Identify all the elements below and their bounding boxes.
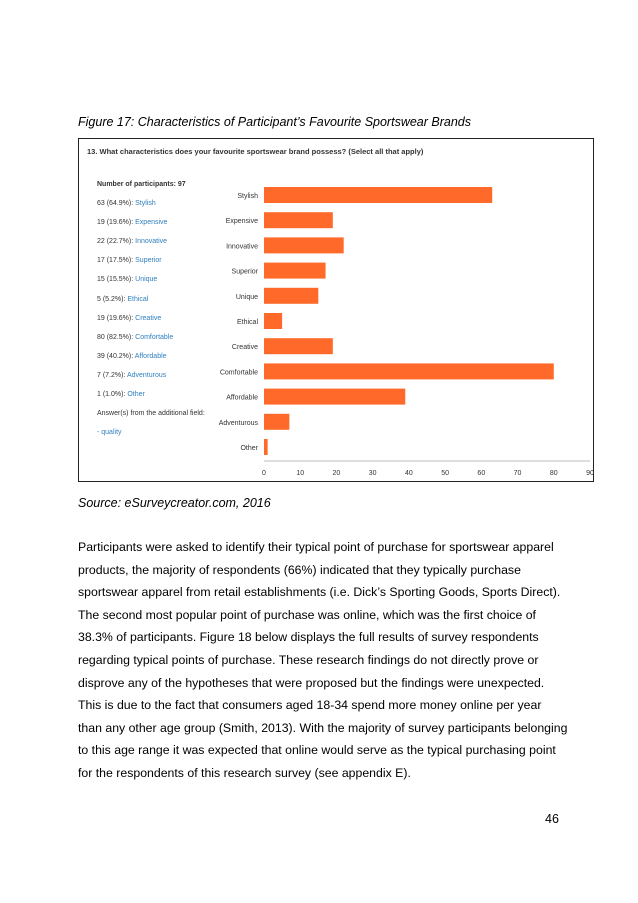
category-label: Expensive	[225, 218, 258, 226]
summary-item: 17 (17.5%): Superior	[97, 257, 162, 265]
category-label: Innovative	[226, 243, 258, 251]
bar	[264, 389, 405, 405]
figure-caption: Figure 17: Characteristics of Participant’s Favourite Sportswear Brands	[78, 115, 471, 129]
category-label: Stylish	[237, 193, 258, 200]
bar	[264, 187, 492, 203]
category-label: Comfortable	[219, 369, 258, 377]
x-tick-label: 50	[441, 470, 450, 477]
x-tick-label: 20	[332, 470, 341, 477]
summary-item: 39 (40.2%): Affordable	[97, 352, 167, 360]
page-number: 46	[545, 812, 559, 826]
summary-item: 19 (19.6%): Creative	[97, 314, 162, 322]
summary-item: 19 (19.6%): Expensive	[97, 219, 168, 227]
summary-item: 1 (1.0%): Other	[97, 391, 145, 399]
body-paragraph: Participants were asked to identify their typical point of purchase for sportswear apparel products, the majority of respondents (66%) indicated that they typically purchase sportswear apparel from retail establishments (i.e. Dick’s Sporting Goods, Sports Direct). The second most popular point of purchase was online, which was the first choice of 38.3% of participants. Figure 18 below displays the full results of survey respondents regarding typical points of purchase. These research findings do not directly prove or disprove any of the hypotheses that were proposed but the findings were unexpected. This is due to the fact that consumers aged 18-34 spend more money online per year than any other age group (Smith, 2013). With the majority of survey participants belonging to this age range it was expected that online would serve as the typical purchasing point for the respondents of this research survey (see appendix E).	[78, 540, 568, 780]
summary-item: 5 (5.2%): Ethical	[97, 295, 149, 303]
category-label: Creative	[231, 344, 258, 352]
bar	[264, 414, 289, 430]
x-tick-label: 40	[404, 470, 413, 477]
survey-question: 13. What characteristics does your favourite sportswear brand possess? (Select all that apply)	[87, 147, 424, 156]
category-label: Adventurous	[218, 419, 258, 427]
bar	[264, 313, 282, 329]
bar	[264, 212, 333, 228]
bar-chart	[79, 139, 593, 481]
category-label: Affordable	[226, 394, 258, 402]
category-label: Superior	[231, 268, 258, 276]
figure-source: Source: eSurveycreator.com, 2016	[78, 496, 271, 510]
summary-item: 22 (22.7%): Innovative	[97, 238, 168, 246]
additional-field-answer: - quality	[97, 429, 122, 437]
x-tick-label: 0	[262, 470, 266, 477]
figure-box	[78, 138, 594, 482]
x-tick-label: 80	[549, 470, 558, 477]
participants-count: Number of participants: 97	[97, 181, 186, 188]
category-label: Ethical	[236, 319, 258, 326]
bar	[264, 288, 318, 304]
x-tick-label: 30	[368, 470, 377, 477]
x-tick-label: 60	[477, 470, 486, 477]
summary-item: 63 (64.9%): Stylish	[97, 200, 156, 208]
summary-item: 80 (82.5%): Comfortable	[97, 333, 174, 341]
summary-item: 15 (15.5%): Unique	[97, 276, 158, 284]
x-tick-label: 10	[296, 470, 305, 477]
bar	[264, 439, 268, 455]
x-tick-label: 90	[586, 470, 594, 477]
category-label: Unique	[235, 293, 258, 301]
x-tick-label: 70	[513, 470, 522, 477]
summary-item: 7 (7.2%): Adventurous	[97, 371, 167, 379]
additional-field-label: Answer(s) from the additional field:	[97, 410, 205, 418]
category-label: Other	[240, 445, 258, 452]
body-text	[78, 536, 568, 785]
bar	[264, 363, 554, 379]
bar	[264, 263, 326, 279]
bar	[264, 338, 333, 354]
bar	[264, 237, 344, 253]
